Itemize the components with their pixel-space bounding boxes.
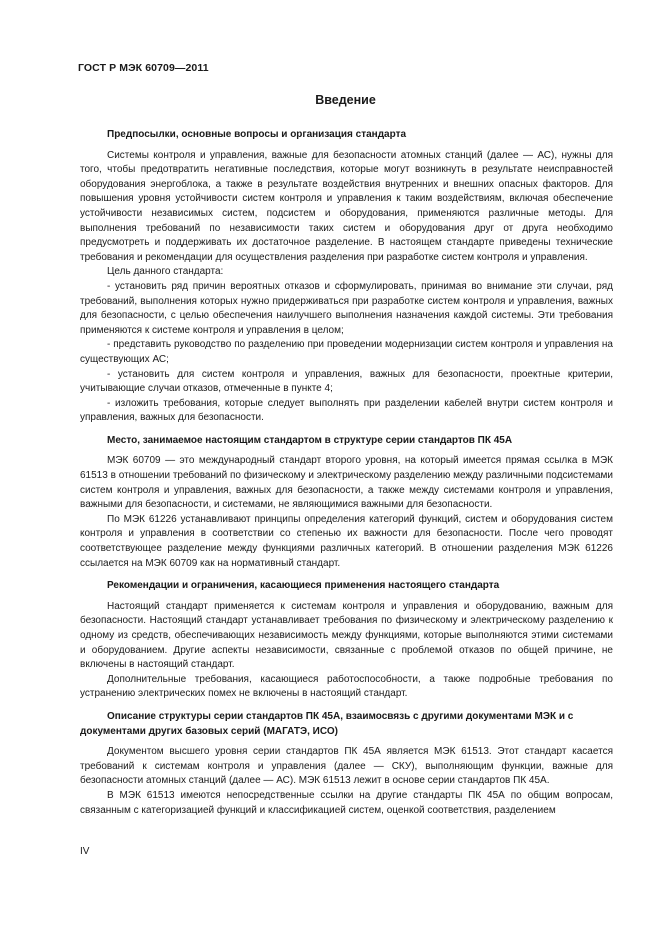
paragraph: Дополнительные требования, касающиеся работоспособности, а также подробные требования по устранению электрических помех не включены в настоящий стандарт. bbox=[80, 673, 613, 700]
paragraph: Системы контроля и управления, важные для безопасности атомных станций (далее — АС), нужны для того, чтобы предотвратить негативные последствия, которые могут возникнуть в результате неисправностей оборудования энергоблока, а также в результате воздействия внутренних и внешних опасных факторов. Для повышения уровня устойчивости систем контроля и управления к таким воздействиям, включая обеспечение устойчивости независимых систем, подсистем и оборудования, применяются различные методы. Для выполнения требований по независимости таких систем и оборудования друг от друга необходимо предусмотреть и поддерживать их достаточное разделение. В настоящем стандарте приведены технические требования и рекомендации для осуществления разделения при разработке систем контроля и управления. bbox=[80, 149, 613, 263]
paragraph: По МЭК 61226 устанавливают принципы определения категорий функций, систем и оборудования систем контроля и управления в соответствии со степенью их важности для безопасности. После чего проводят соответствующее разделение между функциями различных категорий. В отношении разделения МЭК 61226 ссылается на МЭК 60709 как на нормативный стандарт. bbox=[80, 513, 613, 569]
document-code: ГОСТ Р МЭК 60709—2011 bbox=[78, 62, 209, 74]
section-heading: Предпосылки, основные вопросы и организация стандарта bbox=[107, 129, 407, 140]
paragraph: МЭК 60709 — это международный стандарт второго уровня, на который имеется прямая ссылка в МЭК 61513 в отношении требований по физическому и электрическому разделению между различными подсистемами систем контроля и управления, важных для безопасности, а также между системами контроля и управления, важными для безопасности, и системами, не являющимися важными для безопасности. bbox=[80, 455, 613, 511]
list-item: - представить руководство по разделению при проведении модернизации систем контроля и управления на существующих АС; bbox=[80, 339, 613, 365]
paragraph: Настоящий стандарт применяется к системам контроля и управления и оборудованию, важным для безопасности. Настоящий стандарт устанавливает требования по физическому и электрическому разделению к одному из средств, обеспечивающих независимость между функциями, которые выполняются этими системами и оборудованием. Другие аспекты независимости, связанные с проблемой отказов по общей причине, не включены в настоящий стандарт. bbox=[80, 600, 613, 671]
paragraph: В МЭК 61513 имеются непосредственные ссылки на другие стандарты ПК 45А по общим вопросам, связанным с категоризацией функций и классификацией систем, оценкой соответствия, разделением bbox=[80, 789, 613, 816]
list-item: - установить ряд причин вероятных отказов и сформулировать, принимая во внимание эти случаи, ряд требований, выполнения которых нужно придерживаться при разработке систем контроля и управления, важных для безопасности, с целью обеспечения наилучшего выполнения назначения каждой системы. Эти требования применяются к системе контроля и управления в целом; bbox=[80, 280, 613, 336]
section-heading: Описание структуры серии стандартов ПК 45А, взаимосвязь с другими документами МЭК и с документами других базовых серий (МАГАТЭ, ИСО) bbox=[80, 710, 574, 737]
page-number: IV bbox=[80, 846, 90, 857]
document-body bbox=[80, 128, 613, 818]
page-title: Введение bbox=[315, 93, 376, 107]
section-heading: Рекомендации и ограничения, касающиеся применения настоящего стандарта bbox=[107, 580, 500, 592]
section-heading: Место, занимаемое настоящим стандартом в структуре серии стандартов ПК 45А bbox=[107, 434, 513, 446]
list-item: - изложить требования, которые следует выполнять при разделении кабелей внутри систем контроля и управления, важных для безопасности. bbox=[80, 397, 613, 424]
paragraph: Документом высшего уровня серии стандартов ПК 45А является МЭК 61513. Этот стандарт касается требований к системам контроля и управления (далее — СКУ), выполняющим функции, важные для безопасности атомных станций (далее — АС). МЭК 61513 лежит в основе серии стандартов ПК 45А. bbox=[80, 746, 613, 787]
paragraph: Цель данного стандарта: bbox=[107, 266, 224, 278]
list-item: - установить для систем контроля и управления, важных для безопасности, проектные критерии, учитывающие случаи отказов, отмеченные в пункте 4; bbox=[80, 368, 613, 395]
